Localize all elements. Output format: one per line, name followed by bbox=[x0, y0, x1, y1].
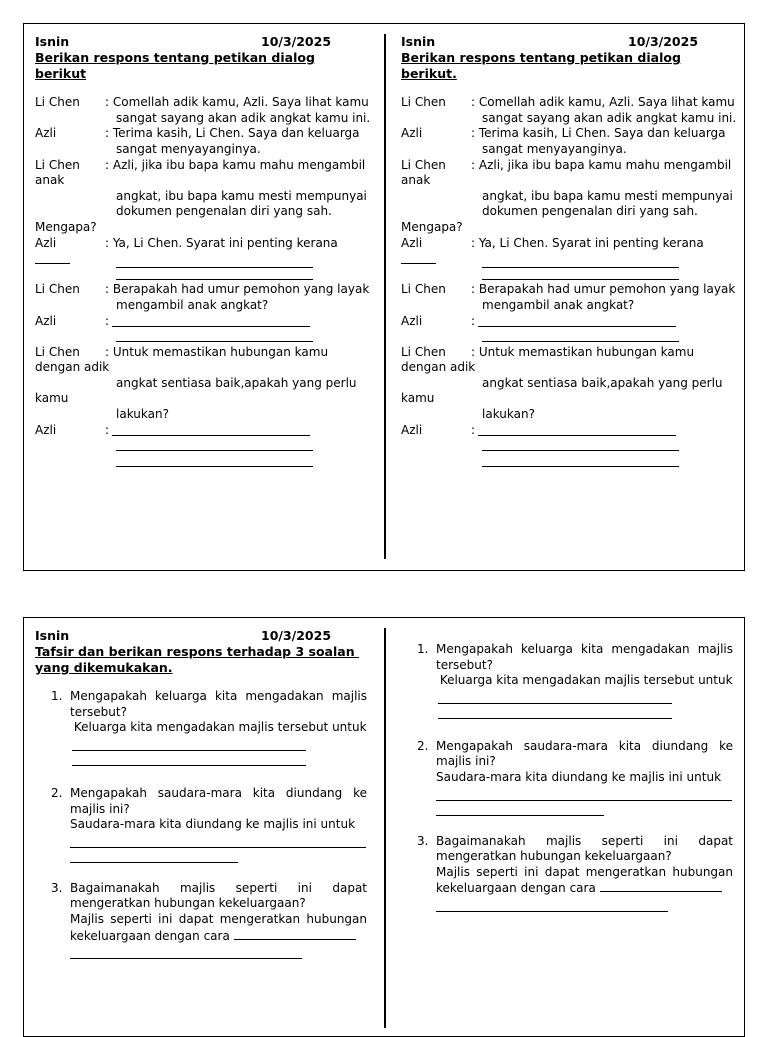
speaker-label: Li Chen bbox=[35, 157, 80, 172]
worksheet-header bbox=[35, 628, 367, 644]
dialog-line: lakukan? bbox=[116, 407, 169, 422]
answer-prompt: Keluarga kita mengadakan majlis tersebut untuk bbox=[436, 673, 733, 688]
question-item: 3. Bagaimanakah majlis seperti ini dapat mengeratkan hubungan kekeluargaan? Majlis seperti ini dapat mengeratkan hubungan kekeluargaan dengan cara bbox=[401, 834, 733, 912]
dialog-line: : Azli, jika ibu bapa kamu mahu mengambil bbox=[105, 157, 366, 172]
answer-prompt: Majlis seperti ini dapat mengeratkan hubungan kekeluargaan dengan cara bbox=[70, 911, 367, 943]
answer-line bbox=[436, 801, 604, 816]
dialog-line: dengan adik bbox=[35, 360, 110, 375]
answer-line bbox=[436, 786, 732, 801]
answer-line bbox=[72, 751, 306, 766]
dialog-block bbox=[401, 95, 736, 469]
instruction-text: Tafsir dan berikan respons terhadap 3 soalan bbox=[35, 644, 359, 659]
answer-line bbox=[600, 880, 722, 892]
dialog-line: Mengapa? bbox=[35, 219, 97, 234]
dialog-block bbox=[35, 95, 370, 469]
answer-line bbox=[70, 833, 366, 848]
answer-line bbox=[112, 423, 310, 436]
dialog-line: sangat sayang akan adik angkat kamu ini. bbox=[116, 110, 371, 125]
answer-line bbox=[482, 438, 679, 451]
question-list bbox=[401, 642, 733, 912]
speaker-label: Li Chen bbox=[401, 282, 446, 297]
dialog-line: : Comellah adik kamu, Azli. Saya lihat kamu bbox=[471, 95, 735, 110]
top-worksheet-right bbox=[401, 34, 736, 469]
question-text: Mengapakah keluarga kita mengadakan majlis tersebut? bbox=[70, 689, 367, 719]
answer-prompt: Saudara-mara kita diundang ke majlis ini untuk bbox=[436, 769, 722, 784]
speaker-label: Azli bbox=[35, 422, 57, 437]
question-item: 1. Mengapakah keluarga kita mengadakan majlis tersebut? Keluarga kita mengadakan majlis tersebut untuk bbox=[35, 689, 367, 766]
answer-line bbox=[116, 454, 313, 467]
dialog-line: angkat, ibu bapa kamu mesti mempunyai bbox=[482, 188, 733, 203]
date-label: 10/3/2025 bbox=[628, 34, 699, 49]
answer-line bbox=[70, 848, 238, 863]
dialog-line: : Untuk memastikan hubungan kamu bbox=[471, 344, 695, 359]
dialog-line: angkat, ibu bapa kamu mesti mempunyai bbox=[116, 188, 367, 203]
answer-line bbox=[438, 689, 672, 704]
speaker-label: Azli bbox=[401, 126, 423, 141]
answer-line bbox=[70, 944, 302, 959]
day-label: Isnin bbox=[35, 34, 70, 49]
answer-prompt: Saudara-mara kita diundang ke majlis ini untuk bbox=[70, 817, 356, 832]
top-worksheet-left bbox=[35, 34, 370, 469]
dialog-line: dengan adik bbox=[401, 360, 476, 375]
dialog-line: sangat sayang akan adik angkat kamu ini. bbox=[482, 110, 737, 125]
dialog-line: : bbox=[105, 313, 110, 328]
day-label: Isnin bbox=[35, 628, 70, 643]
bottom-worksheet-left bbox=[35, 628, 367, 959]
speaker-label: Azli bbox=[35, 313, 57, 328]
dialog-line: : bbox=[471, 422, 476, 437]
dialog-line: kamu bbox=[401, 391, 435, 406]
instruction-text: yang dikemukakan. bbox=[35, 659, 173, 675]
speaker-label: Li Chen bbox=[35, 95, 80, 110]
question-item: 2. Mengapakah saudara-mara kita diundang ke majlis ini? Saudara-mara kita diundang ke majlis ini untuk bbox=[401, 739, 733, 816]
dialog-line: : Azli, jika ibu bapa kamu mahu mengambil bbox=[471, 157, 732, 172]
dialog-line: : bbox=[105, 422, 110, 437]
answer-line bbox=[35, 251, 70, 264]
speaker-label: Azli bbox=[35, 235, 57, 250]
speaker-label: Azli bbox=[35, 126, 57, 141]
answer-line bbox=[116, 438, 313, 451]
answer-line bbox=[112, 314, 310, 327]
answer-line bbox=[482, 454, 679, 467]
bottom-worksheet-right bbox=[401, 642, 733, 912]
answer-prompt: Keluarga kita mengadakan majlis tersebut untuk bbox=[70, 720, 367, 735]
dialog-line: dokumen pengenalan diri yang sah. bbox=[482, 204, 698, 219]
speaker-label: Li Chen bbox=[35, 344, 80, 359]
question-item: 1. Mengapakah keluarga kita mengadakan majlis tersebut? Keluarga kita mengadakan majlis tersebut untuk bbox=[401, 642, 733, 719]
dialog-line: angkat sentiasa baik,apakah yang perlu bbox=[482, 375, 723, 390]
answer-line bbox=[478, 423, 676, 436]
dialog-line: : Terima kasih, Li Chen. Saya dan keluarga bbox=[105, 126, 360, 141]
dialog-line: : Berapakah had umur pemohon yang layak bbox=[105, 282, 370, 297]
speaker-label: Azli bbox=[401, 422, 423, 437]
question-text: Mengapakah saudara-mara kita diundang ke majlis ini? bbox=[436, 738, 733, 769]
dialog-line: sangat menyayanginya. bbox=[482, 141, 627, 156]
dialog-line: Mengapa? bbox=[401, 219, 463, 234]
question-item: 3. Bagaimanakah majlis seperti ini dapat mengeratkan hubungan kekeluargaan? Majlis seperti ini dapat mengeratkan hubungan kekeluargaan dengan cara bbox=[35, 881, 367, 959]
question-text: Mengapakah saudara-mara kita diundang ke majlis ini? bbox=[70, 785, 367, 816]
answer-line bbox=[116, 267, 313, 280]
dialog-line: : Ya, Li Chen. Syarat ini penting kerana bbox=[471, 235, 704, 250]
worksheet-header bbox=[401, 34, 736, 50]
dialog-line: : Comellah adik kamu, Azli. Saya lihat kamu bbox=[105, 95, 369, 110]
question-list bbox=[35, 689, 367, 959]
dialog-line: : Ya, Li Chen. Syarat ini penting kerana bbox=[105, 235, 338, 250]
dialog-line: mengambil anak angkat? bbox=[482, 297, 635, 312]
dialog-line: angkat sentiasa baik,apakah yang perlu bbox=[116, 375, 357, 390]
date-label: 10/3/2025 bbox=[261, 34, 332, 49]
dialog-line: : bbox=[471, 313, 476, 328]
answer-line bbox=[116, 329, 313, 342]
dialog-line: : Berapakah had umur pemohon yang layak bbox=[471, 282, 736, 297]
dialog-line: anak bbox=[401, 173, 431, 188]
question-text: Bagaimanakah majlis seperti ini dapat mengeratkan hubungan kekeluargaan? bbox=[436, 833, 733, 864]
dialog-line: : Untuk memastikan hubungan kamu bbox=[105, 344, 329, 359]
dialog-line: sangat menyayanginya. bbox=[116, 141, 261, 156]
dialog-line: mengambil anak angkat? bbox=[116, 297, 269, 312]
speaker-label: Azli bbox=[401, 313, 423, 328]
instruction-text: Berikan respons tentang petikan dialog berikut bbox=[35, 50, 315, 81]
question-text: Bagaimanakah majlis seperti ini dapat mengeratkan hubungan kekeluargaan? bbox=[70, 880, 367, 911]
speaker-label: Li Chen bbox=[35, 282, 80, 297]
instruction-text: Berikan respons tentang petikan dialog berikut. bbox=[401, 50, 681, 81]
dialog-line: kamu bbox=[35, 391, 69, 406]
speaker-label: Azli bbox=[401, 235, 423, 250]
speaker-label: Li Chen bbox=[401, 95, 446, 110]
speaker-label: Li Chen bbox=[401, 344, 446, 359]
top-column-divider bbox=[384, 34, 386, 559]
dialog-line: lakukan? bbox=[482, 407, 535, 422]
date-label: 10/3/2025 bbox=[261, 628, 332, 643]
answer-line bbox=[401, 251, 436, 264]
bottom-column-divider bbox=[384, 628, 386, 1028]
worksheet-header bbox=[35, 34, 370, 50]
answer-line bbox=[482, 329, 679, 342]
question-item: 2. Mengapakah saudara-mara kita diundang ke majlis ini? Saudara-mara kita diundang ke majlis ini untuk bbox=[35, 786, 367, 863]
answer-line bbox=[72, 736, 306, 751]
day-label: Isnin bbox=[401, 34, 436, 49]
answer-line bbox=[438, 704, 672, 719]
answer-line bbox=[478, 314, 676, 327]
answer-prompt: Majlis seperti ini dapat mengeratkan hubungan kekeluargaan dengan cara bbox=[436, 864, 733, 896]
answer-line bbox=[482, 267, 679, 280]
dialog-line: : Terima kasih, Li Chen. Saya dan keluarga bbox=[471, 126, 726, 141]
dialog-line: dokumen pengenalan diri yang sah. bbox=[116, 204, 332, 219]
question-text: Mengapakah keluarga kita mengadakan majlis tersebut? bbox=[436, 642, 733, 672]
speaker-label: Li Chen bbox=[401, 157, 446, 172]
answer-line bbox=[436, 897, 668, 912]
answer-line bbox=[234, 928, 356, 940]
dialog-line: anak bbox=[35, 173, 65, 188]
